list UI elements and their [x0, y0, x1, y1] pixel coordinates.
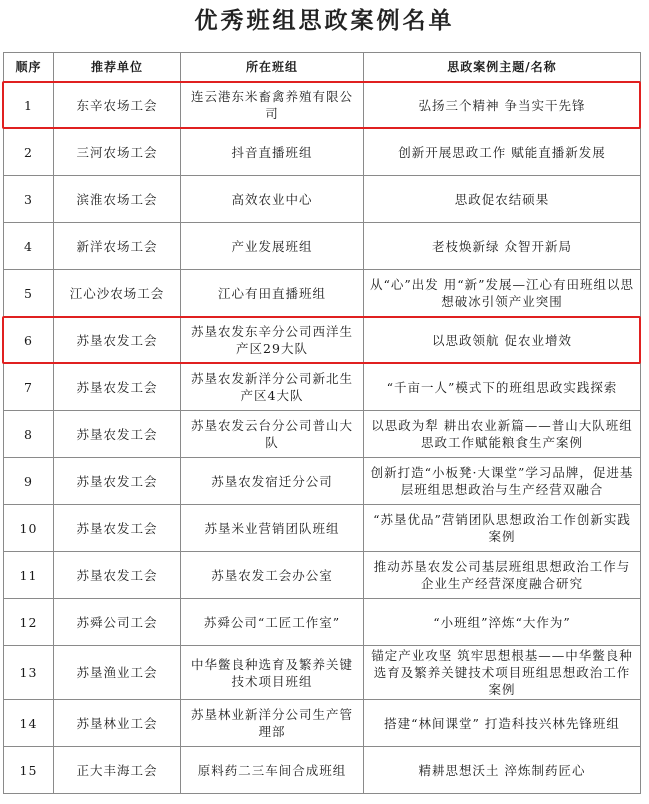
- row-number: 13: [4, 646, 54, 700]
- row-team: 苏垦林业新洋分公司生产管理部: [181, 700, 364, 747]
- row-team: 中华鳖良种选育及繁养关键技术项目班组: [181, 646, 364, 700]
- row-unit: 三河农场工会: [54, 129, 181, 176]
- row-number: 10: [4, 505, 54, 552]
- row-topic: 弘扬三个精神 争当实干先锋: [364, 82, 641, 129]
- row-topic: 老枝焕新绿 众智开新局: [364, 223, 641, 270]
- row-unit: 苏垦农发工会: [54, 317, 181, 364]
- row-topic: 从“心”出发 用“新”发展—江心有田班组以思想破冰引领产业突围: [364, 270, 641, 317]
- row-team: 高效农业中心: [181, 176, 364, 223]
- row-topic: 思政促农结硕果: [364, 176, 641, 223]
- row-unit: 苏垦农发工会: [54, 364, 181, 411]
- row-team: 连云港东米畜禽养殖有限公司: [181, 82, 364, 129]
- row-unit: 苏舜公司工会: [54, 599, 181, 646]
- row-number: 3: [4, 176, 54, 223]
- row-topic: “小班组”淬炼“大作为”: [364, 599, 641, 646]
- header-topic: 思政案例主题/名称: [364, 53, 641, 82]
- row-topic: 锚定产业攻坚 筑牢思想根基——中华鳖良种选育及繁养关键技术项目班组思想政治工作案例: [364, 646, 641, 700]
- row-unit: 苏垦林业工会: [54, 700, 181, 747]
- row-team: 苏舜公司“工匠工作室”: [181, 599, 364, 646]
- row-number: 14: [4, 700, 54, 747]
- header-team: 所在班组: [181, 53, 364, 82]
- page-title: 优秀班组思政案例名单: [194, 8, 455, 34]
- header-unit: 推荐单位: [54, 53, 181, 82]
- table-row: [4, 458, 641, 505]
- row-team: 苏垦农发云台分公司普山大队: [181, 411, 364, 458]
- table-row: [4, 82, 641, 129]
- table-row: [4, 552, 641, 599]
- row-topic: “苏垦优品”营销团队思想政治工作创新实践案例: [364, 505, 641, 552]
- row-unit: 滨淮农场工会: [54, 176, 181, 223]
- row-number: 7: [4, 364, 54, 411]
- row-number: 4: [4, 223, 54, 270]
- table-row: [4, 599, 641, 646]
- row-topic: 推动苏垦农发公司基层班组思想政治工作与企业生产经营深度融合研究: [364, 552, 641, 599]
- table-header-row: [4, 53, 641, 82]
- row-team: 苏垦农发工会办公室: [181, 552, 364, 599]
- row-topic: 以思政领航 促农业增效: [364, 317, 641, 364]
- row-topic: 搭建“林间课堂” 打造科技兴林先锋班组: [364, 700, 641, 747]
- row-number: 8: [4, 411, 54, 458]
- row-unit: 新洋农场工会: [54, 223, 181, 270]
- table-row: [4, 270, 641, 317]
- table-row: [4, 700, 641, 747]
- table-row: [4, 364, 641, 411]
- row-topic: 创新开展思政工作 赋能直播新发展: [364, 129, 641, 176]
- row-number: 11: [4, 552, 54, 599]
- row-number: 15: [4, 747, 54, 794]
- table-row: [4, 129, 641, 176]
- row-team: 苏垦米业营销团队班组: [181, 505, 364, 552]
- row-number: 5: [4, 270, 54, 317]
- row-unit: 东辛农场工会: [54, 82, 181, 129]
- row-team: 产业发展班组: [181, 223, 364, 270]
- header-order: 顺序: [4, 53, 54, 82]
- row-unit: 苏垦农发工会: [54, 505, 181, 552]
- row-number: 1: [4, 82, 54, 129]
- table-row: [4, 505, 641, 552]
- row-team: 抖音直播班组: [181, 129, 364, 176]
- row-unit: 苏垦农发工会: [54, 458, 181, 505]
- row-number: 9: [4, 458, 54, 505]
- table-row: [4, 411, 641, 458]
- row-team: 原料药二三车间合成班组: [181, 747, 364, 794]
- row-team: 苏垦农发宿迁分公司: [181, 458, 364, 505]
- row-number: 6: [4, 317, 54, 364]
- row-team: 苏垦农发东辛分公司西洋生产区29大队: [181, 317, 364, 364]
- row-number: 2: [4, 129, 54, 176]
- row-topic: “千亩一人”模式下的班组思政实践探索: [364, 364, 641, 411]
- case-list-table: [3, 52, 641, 794]
- row-unit: 苏垦农发工会: [54, 552, 181, 599]
- row-unit: 正大丰海工会: [54, 747, 181, 794]
- table-row: [4, 317, 641, 364]
- table-row: [4, 223, 641, 270]
- row-topic: 精耕思想沃土 淬炼制药匠心: [364, 747, 641, 794]
- row-topic: 以思政为犁 耕出农业新篇——普山大队班组思政工作赋能粮食生产案例: [364, 411, 641, 458]
- row-unit: 江心沙农场工会: [54, 270, 181, 317]
- table-row: [4, 646, 641, 700]
- table-row: [4, 176, 641, 223]
- table-row: [4, 747, 641, 794]
- row-number: 12: [4, 599, 54, 646]
- row-unit: 苏垦农发工会: [54, 411, 181, 458]
- row-topic: 创新打造“小板凳·大课堂”学习品牌，促进基层班组思想政治与生产经营双融合: [364, 458, 641, 505]
- row-team: 苏垦农发新洋分公司新北生产区4大队: [181, 364, 364, 411]
- row-team: 江心有田直播班组: [181, 270, 364, 317]
- row-unit: 苏垦渔业工会: [54, 646, 181, 700]
